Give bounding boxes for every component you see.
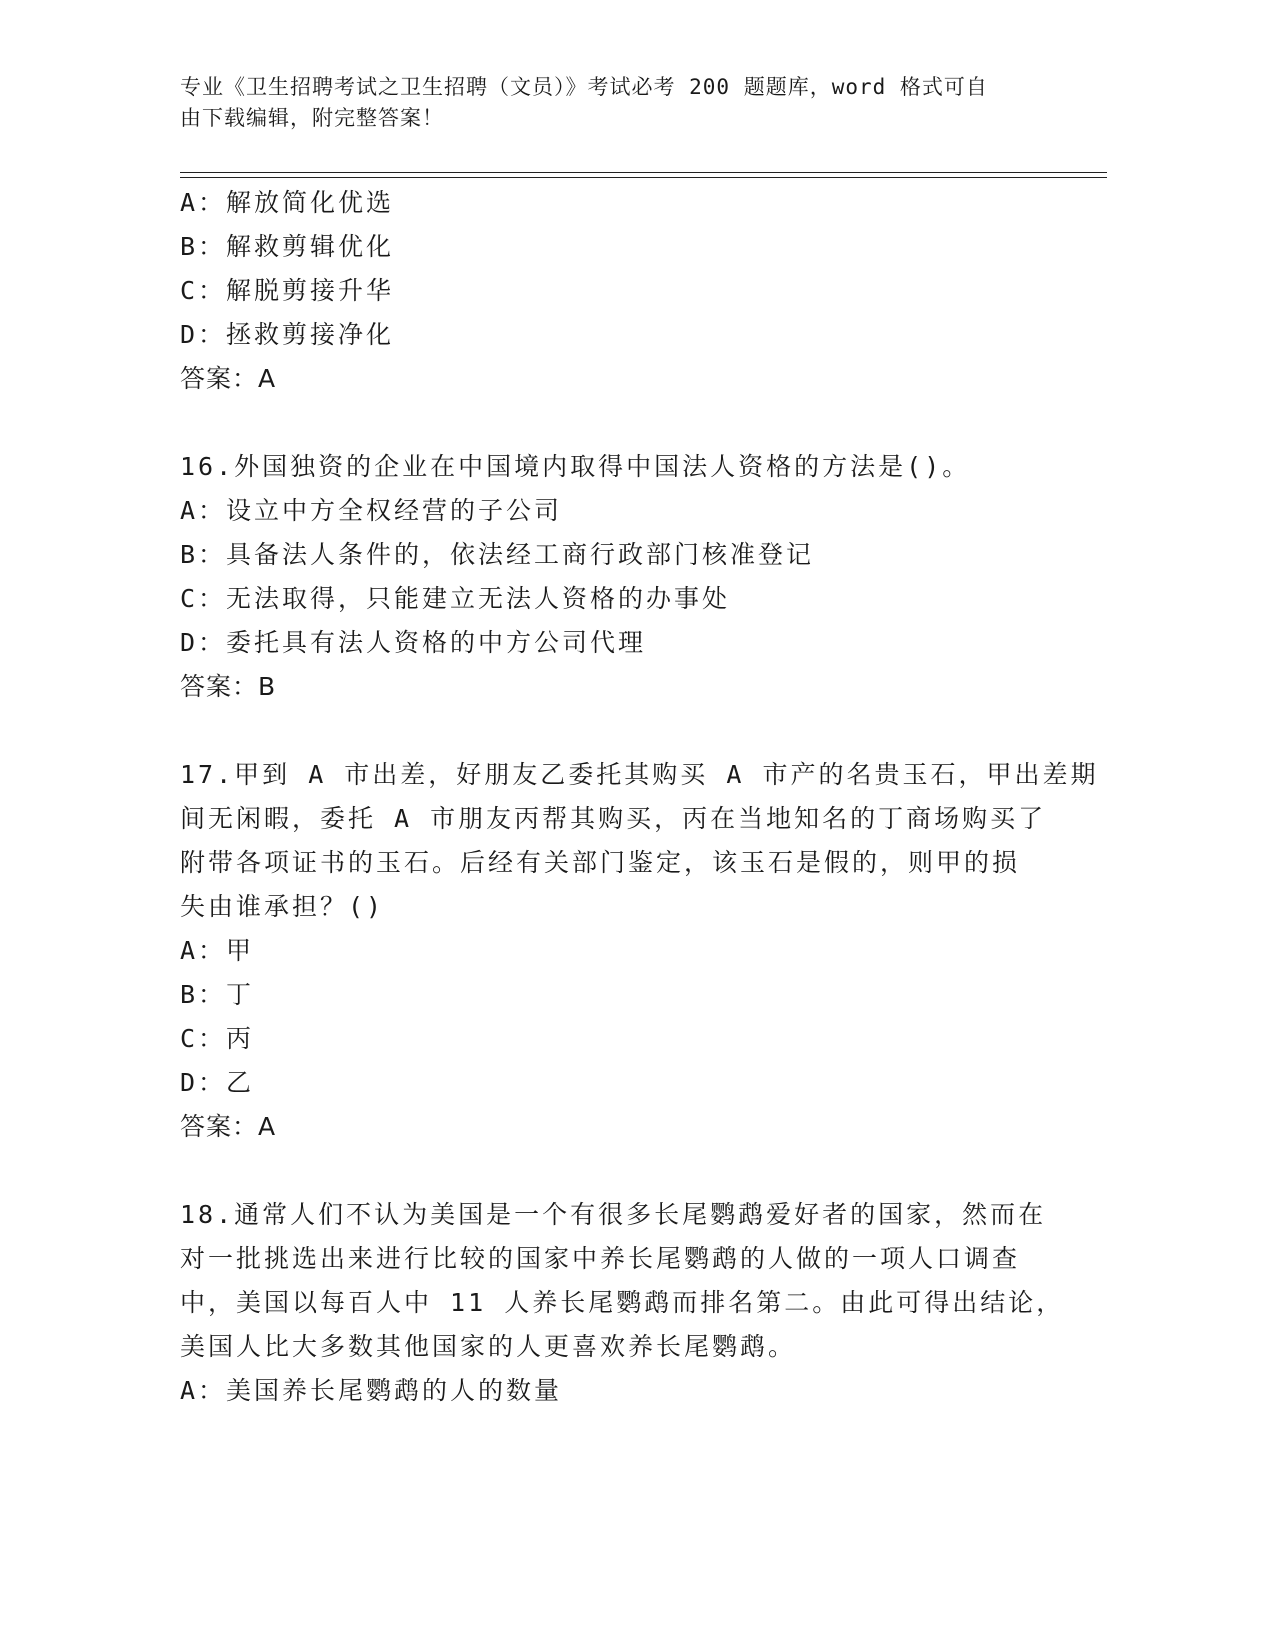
question-stem-line: 中，美国以每百人中 11 人养长尾鹦鹉而排名第二。由此可得出结论， [180, 1288, 1065, 1317]
option-c: C：丙 [180, 1024, 255, 1053]
question-18 [180, 1193, 1065, 1413]
spacer [180, 401, 1040, 445]
spacer [180, 709, 1040, 753]
option-a: A：美国养长尾鹦鹉的人的数量 [180, 1376, 563, 1405]
question-stem-line: 美国人比大多数其他国家的人更喜欢养长尾鹦鹉。 [180, 1332, 797, 1361]
question-stem-line: 18.通常人们不认为美国是一个有很多长尾鹦鹉爱好者的国家，然而在 [180, 1200, 1047, 1229]
answer-line: 答案：B [180, 672, 277, 701]
option-b: B：具备法人条件的，依法经工商行政部门核准登记 [180, 540, 815, 569]
option-c: C：解脱剪接升华 [180, 276, 395, 305]
question-stem-line: 失由谁承担？() [180, 892, 385, 921]
header-rule-bottom [180, 177, 1107, 178]
question-stem-line: 附带各项证书的玉石。后经有关部门鉴定，该玉石是假的，则甲的损 [180, 848, 1021, 877]
question-15 [180, 181, 1040, 401]
answer-line: 答案：A [180, 1112, 277, 1141]
spacer [180, 1149, 1040, 1193]
answer-line: 答案：A [180, 364, 277, 393]
option-a: A：解放简化优选 [180, 188, 395, 217]
option-d: D：乙 [180, 1068, 255, 1097]
option-d: D：委托具有法人资格的中方公司代理 [180, 628, 647, 657]
question-stem-line: 对一批挑选出来进行比较的国家中养长尾鹦鹉的人做的一项人口调查 [180, 1244, 1021, 1273]
question-17 [180, 753, 1099, 1149]
question-content [180, 181, 1099, 1413]
option-d: D：拯救剪接净化 [180, 320, 395, 349]
header-line-2: 由下载编辑，附完整答案！ [180, 106, 444, 130]
option-a: A：设立中方全权经营的子公司 [180, 496, 563, 525]
question-16 [180, 445, 1040, 709]
option-c: C：无法取得，只能建立无法人资格的办事处 [180, 584, 731, 613]
option-b: B：解救剪辑优化 [180, 232, 395, 261]
option-a: A：甲 [180, 936, 255, 965]
header-rule-top [180, 172, 1107, 173]
question-stem-line: 17.甲到 A 市出差，好朋友乙委托其购买 A 市产的名贵玉石，甲出差期 [180, 760, 1099, 789]
document-header [180, 72, 1060, 134]
question-stem-line: 间无闲暇，委托 A 市朋友丙帮其购买，丙在当地知名的丁商场购买了 [180, 804, 1047, 833]
question-stem-line: 16.外国独资的企业在中国境内取得中国法人资格的方法是()。 [180, 452, 971, 481]
header-line-1: 专业《卫生招聘考试之卫生招聘（文员）》考试必考 200 题题库，word 格式可自 [180, 75, 988, 99]
option-b: B：丁 [180, 980, 255, 1009]
